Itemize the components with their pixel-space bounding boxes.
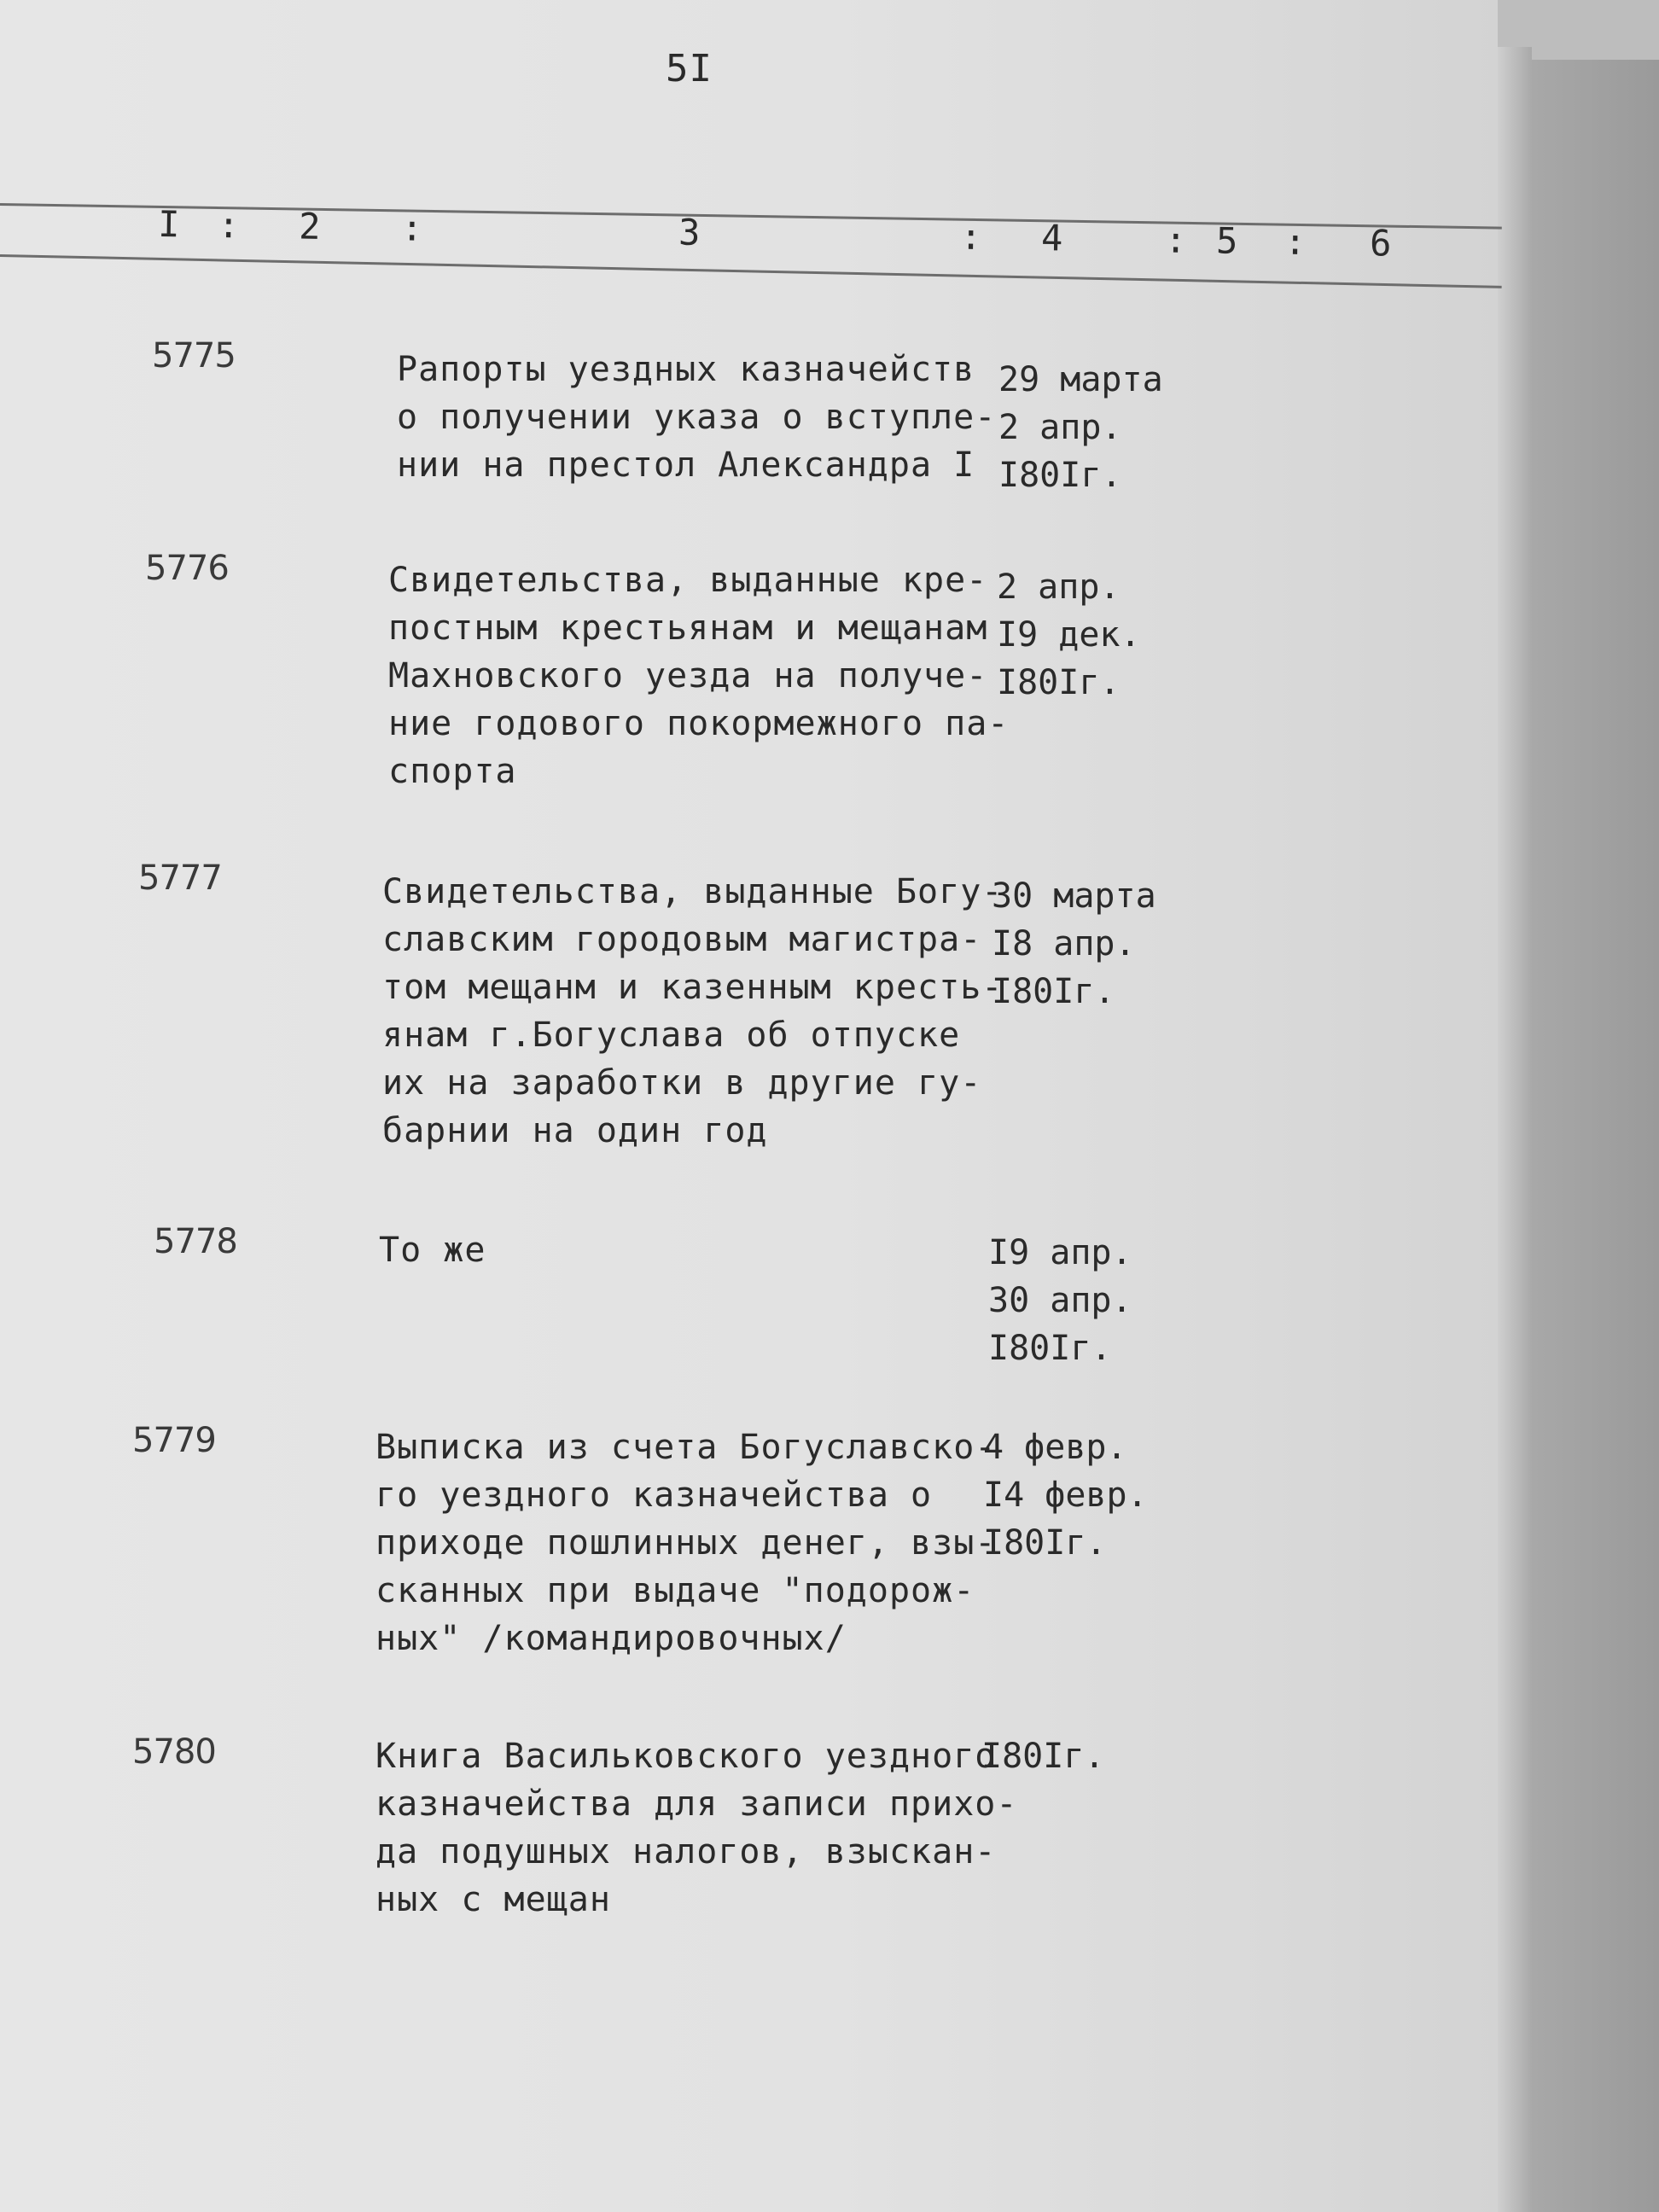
description-line: нии на престол Александра I (397, 445, 975, 485)
date-line: I80Iг. (983, 1523, 1107, 1563)
date-line: 30 апр. (988, 1281, 1132, 1320)
entry-dates (998, 356, 1163, 499)
description-line: Рапорты уездных казначейств (397, 350, 975, 389)
description-line: Книга Васильковского уездного (375, 1737, 997, 1776)
date-line: I80Iг. (998, 456, 1122, 495)
date-line: I80Iг. (988, 1329, 1112, 1368)
column-header-1: I (157, 202, 180, 246)
entry-number: 5776 (145, 549, 229, 588)
column-header-5: 5 (1215, 219, 1238, 262)
description-line: Свидетельства, выданные кре- (388, 561, 988, 600)
description-line: ных" /командировочных/ (375, 1619, 847, 1658)
entry-number: 5778 (154, 1222, 237, 1261)
page-edge-background (1532, 60, 1659, 2212)
description-line: янам г.Богуслава об отпуске (382, 1016, 961, 1055)
date-line: I4 февр. (983, 1476, 1148, 1515)
description-line: постным крестьянам и мещанам (388, 608, 988, 648)
entry-dates (981, 1732, 1105, 1780)
description-line: славским городовым магистра- (382, 920, 982, 959)
description-line: их на заработки в другие гу- (382, 1063, 982, 1103)
description-line: спорта (388, 752, 517, 791)
date-line: I80Iг. (992, 972, 1115, 1011)
entry-number: 5779 (132, 1421, 216, 1460)
description-line: казначейства для записи прихо- (375, 1784, 1018, 1824)
description-line: о получении указа о вступле- (397, 398, 997, 437)
column-separator: : (1164, 218, 1187, 261)
column-separator: : (217, 204, 240, 247)
date-line: I9 апр. (988, 1233, 1132, 1272)
entry-description (375, 1732, 1017, 1924)
date-line: 30 марта (992, 876, 1156, 916)
description-line: ние годового покормежного па- (388, 704, 1010, 743)
column-header-2: 2 (298, 205, 321, 247)
column-separator: : (1284, 220, 1307, 264)
date-line: 4 февр. (983, 1428, 1127, 1467)
entry-dates (997, 563, 1141, 707)
column-separator: : (400, 207, 423, 249)
description-line: То же (379, 1231, 486, 1270)
description-line: ных с мещан (375, 1880, 611, 1919)
description-line: Выписка из счета Богуславско- (375, 1428, 997, 1467)
description-line: том мещанм и казенным кресть- (382, 968, 1004, 1007)
description-line: го уездного казначейства о (375, 1476, 933, 1515)
entry-description (397, 346, 996, 489)
entry-dates (992, 872, 1156, 1016)
date-line: 2 апр. (998, 408, 1122, 447)
date-line: 29 марта (998, 360, 1163, 399)
description-line: приходе пошлинных денег, взы- (375, 1523, 997, 1563)
page-edge (1498, 47, 1532, 2212)
column-separator: : (959, 215, 982, 259)
column-header-3: 3 (678, 211, 701, 253)
page-number: 5I (666, 47, 713, 90)
date-line: 2 апр. (997, 568, 1121, 607)
entry-number: 5777 (138, 859, 222, 898)
description-line: барнии на один год (382, 1111, 768, 1150)
entry-description (375, 1423, 996, 1662)
entry-dates (988, 1229, 1132, 1372)
entry-description (379, 1226, 486, 1274)
column-header-6: 6 (1369, 222, 1392, 265)
entry-dates (983, 1423, 1148, 1567)
entry-description (388, 556, 1009, 795)
description-line: да подушных налогов, взыскан- (375, 1832, 997, 1871)
entry-number: 5775 (152, 336, 236, 375)
description-line: сканных при выдаче "подорож- (375, 1571, 975, 1610)
entry-description (382, 868, 1003, 1155)
description-line: Свидетельства, выданные Богу- (382, 872, 1004, 911)
date-line: I80Iг. (981, 1737, 1105, 1776)
column-header-4: 4 (1040, 217, 1063, 259)
date-line: I9 дек. (997, 615, 1141, 655)
entry-number: 5780 (132, 1732, 216, 1772)
date-line: I80Iг. (997, 663, 1121, 702)
date-line: I8 апр. (992, 924, 1136, 963)
description-line: Махновского уезда на получе- (388, 656, 988, 696)
